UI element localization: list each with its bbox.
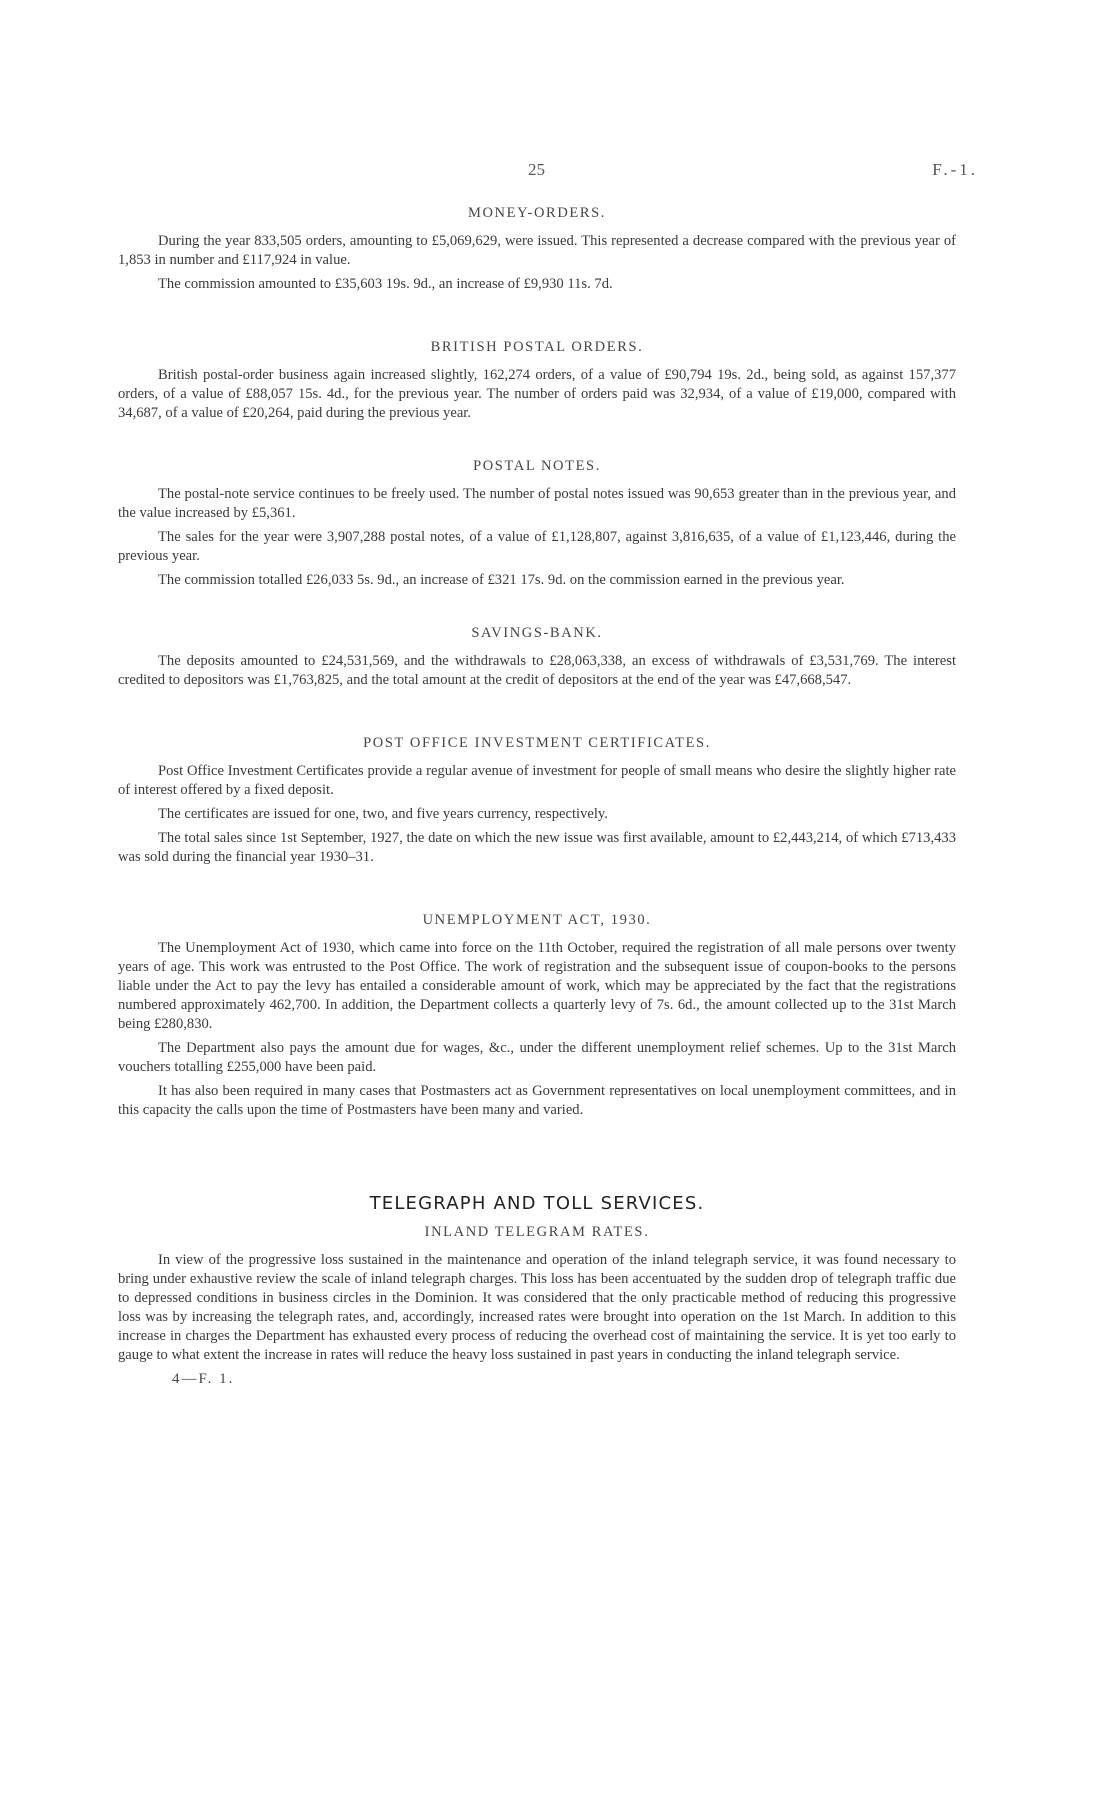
section-heading: MONEY-ORDERS. (467, 205, 607, 221)
paragraph: In view of the progressive loss sustained in the maintenance and operation of the inland telegraph service, it was found necessary to bring under exhaustive review the scale of inland telegraph charges. This loss has been accentuated by the sudden drop of telegraph traffic due to depressed conditions in business circles in the Dominion. It was considered that the only practicable method of reducing this progressive loss was by increasing the telegraph rates, and, accordingly, increased rates were brought into operation on the 1st March. In addition to this increase in charges the Department has exhausted every process of reducing the overhead cost of maintaining the service. It is yet too early to gauge to what extent the increase in rates will reduce the heavy loss sustained in past years in conducting the inland telegraph service. (118, 1252, 956, 1363)
section-heading: INLAND TELEGRAM RATES. (424, 1224, 650, 1240)
section-heading: UNEMPLOYMENT ACT, 1930. (422, 912, 652, 928)
section-british-postal-orders (118, 339, 956, 423)
section-heading: BRITISH POSTAL ORDERS. (430, 339, 644, 355)
paragraph: The certificates are issued for one, two, and five years currency, respectively. (158, 806, 608, 822)
section-investment-certificates (118, 735, 956, 867)
paragraph: The sales for the year were 3,907,288 postal notes, of a value of £1,128,807, against 3,816,635, of a value of £1,123,446, during the previous year. (118, 529, 956, 564)
paragraph: The Department also pays the amount due for wages, &c., under the different unemployment relief schemes. Up to the 31st March vouchers totalling £255,000 have been paid. (118, 1040, 956, 1075)
paragraph: The deposits amounted to £24,531,569, and the withdrawals to £28,063,338, an excess of withdrawals of £3,531,769. The interest credited to depositors was £1,763,825, and the total amount at the credit of depositors at the end of the year was £47,668,547. (118, 653, 956, 688)
section-unemployment-act (118, 912, 956, 1120)
section-telegraph-toll-services (118, 1193, 956, 1365)
section-heading: POST OFFICE INVESTMENT CERTIFICATES. (363, 735, 711, 751)
paragraph: The commission totalled £26,033 5s. 9d., an increase of £321 17s. 9d. on the commission earned in the previous year. (158, 572, 845, 588)
paragraph: During the year 833,505 orders, amounting to £5,069,629, were issued. This represented a decrease compared with the previous year of 1,853 in number and £117,924 in value. (118, 233, 956, 268)
signature-mark: 4—F. 1. (172, 1371, 235, 1387)
paragraph: The total sales since 1st September, 1927, the date on which the new issue was first available, amount to £2,443,214, of which £713,433 was sold during the financial year 1930–31. (118, 830, 956, 865)
paragraph: British postal-order business again increased slightly, 162,274 orders, of a value of £90,794 19s. 2d., being sold, as against 157,377 orders, of a value of £88,057 15s. 4d., for the previous year. The number of orders paid was 32,934, of a value of £19,000, compared with 34,687, of a value of £20,264, paid during the previous year. (118, 367, 956, 421)
paragraph: It has also been required in many cases that Postmasters act as Government representatives on local unemployment committees, and in this capacity the calls upon the time of Postmasters have been many and varied. (118, 1083, 956, 1118)
section-money-orders (118, 205, 956, 294)
paragraph: The Unemployment Act of 1930, which came into force on the 11th October, required the registration of all male persons over twenty years of age. This work was entrusted to the Post Office. The work of registration and the subsequent issue of coupon-books to the persons liable under the Act to pay the levy has entailed a considerable amount of work, which may be appreciated by the fact that the registrations numbered approximately 462,700. In addition, the Department collects a quarterly levy of 7s. 6d., the amount collected up to the 31st March being £280,830. (118, 940, 956, 1032)
section-heading: SAVINGS-BANK. (471, 625, 603, 641)
page-header (0, 160, 1114, 182)
section-savings-bank (118, 625, 956, 690)
section-postal-notes (118, 458, 956, 590)
section-heading: POSTAL NOTES. (473, 458, 601, 474)
paragraph: The commission amounted to £35,603 19s. 9d., an increase of £9,930 11s. 7d. (158, 276, 613, 292)
page-reference: F.-1. (932, 160, 978, 179)
page-number: 25 (528, 160, 545, 179)
page-content (118, 205, 956, 1388)
major-heading: TELEGRAPH AND TOLL SERVICES. (369, 1193, 705, 1214)
paragraph: Post Office Investment Certificates provide a regular avenue of investment for people of small means who desire the slightly higher rate of interest offered by a fixed deposit. (118, 763, 956, 798)
paragraph: The postal-note service continues to be freely used. The number of postal notes issued was 90,653 greater than in the previous year, and the value increased by £5,361. (118, 486, 956, 521)
